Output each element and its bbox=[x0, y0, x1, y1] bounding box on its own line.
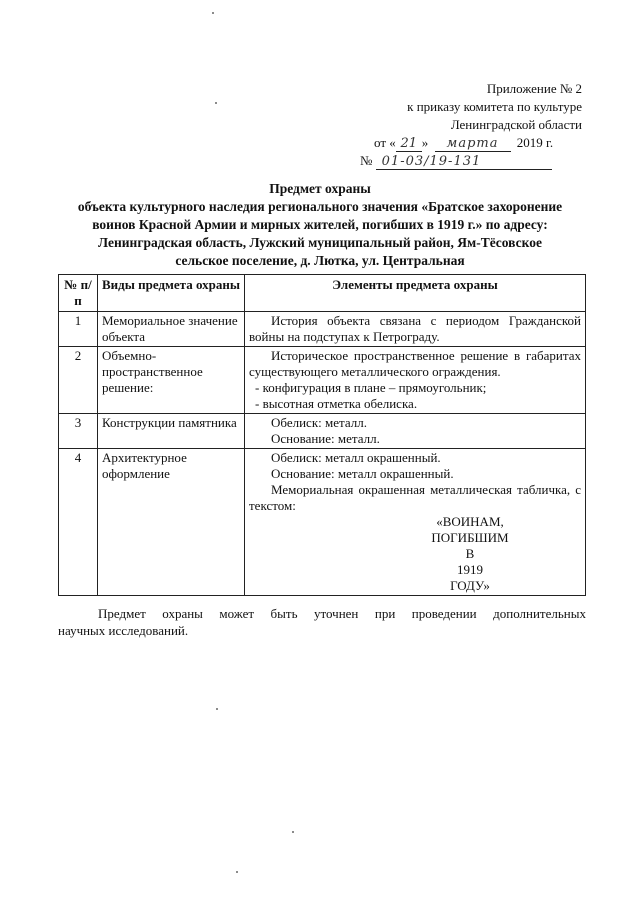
row-kind: Объемно-пространственное решение: bbox=[98, 347, 245, 414]
table-row bbox=[59, 347, 586, 414]
row-num: 1 bbox=[59, 312, 98, 347]
note-line-1: Предмет охраны может быть уточнен при проведении дополнительных bbox=[98, 606, 586, 621]
row-num: 4 bbox=[59, 449, 98, 596]
document-title bbox=[50, 180, 590, 270]
appendix-date: от « 21 » марта 2019 г. bbox=[374, 135, 554, 151]
note-line-2: научных исследований. bbox=[58, 623, 189, 638]
title-line-3: воинов Красной Армии и мирных жителей, погибших в 1919 г.» по адресу: bbox=[92, 217, 548, 232]
row-kind: Конструкции памятника bbox=[98, 414, 245, 449]
scan-speck bbox=[292, 831, 294, 833]
handwritten-number: 01-03/19-131 bbox=[376, 155, 552, 170]
row-elements: Обелиск: металл. Основание: металл. bbox=[245, 414, 586, 449]
table-header-row bbox=[59, 275, 586, 312]
row-num: 2 bbox=[59, 347, 98, 414]
scan-speck bbox=[212, 12, 214, 14]
appendix-number: № 01-03/19-131 bbox=[360, 152, 582, 170]
row-kind: Архитектурное оформление bbox=[98, 449, 245, 596]
handwritten-month: марта bbox=[435, 137, 511, 152]
row-kind: Мемориальное значение объекта bbox=[98, 312, 245, 347]
title-line-4: Ленинградская область, Лужский муниципальный район, Ям-Тёсовское bbox=[98, 235, 542, 250]
table-row bbox=[59, 449, 586, 596]
header-elements: Элементы предмета охраны bbox=[245, 275, 586, 312]
handwritten-day: 21 bbox=[396, 137, 422, 152]
row-elements: Историческое пространственное решение в габаритах существующего металлического ограждения. - конфигурация в плане – прямоугольник; - высотная отметка обелиска. bbox=[245, 347, 586, 414]
appendix-region: Ленинградской области bbox=[450, 117, 582, 132]
row-elements: История объекта связана с периодом Гражданской войны на подступах к Петрограду. bbox=[245, 312, 586, 347]
header-kind: Виды предмета охраны bbox=[98, 275, 245, 312]
table-row bbox=[59, 414, 586, 449]
table-row bbox=[59, 312, 586, 347]
header-num: № п/п bbox=[59, 275, 98, 312]
appendix-header bbox=[360, 80, 582, 170]
row-num: 3 bbox=[59, 414, 98, 449]
closing-note bbox=[58, 605, 586, 639]
scan-speck bbox=[216, 708, 218, 710]
appendix-title: Приложение № 2 bbox=[486, 81, 582, 96]
plaque-text: «ВОИНАМ, ПОГИБШИМ В 1919 ГОДУ» bbox=[431, 514, 509, 593]
row-elements: Обелиск: металл окрашенный. Основание: металл окрашенный. Мемориальная окрашенная металлическая табличка, с текстом: «ВОИНАМ, ПОГИБШИМ В 1919 ГОДУ» bbox=[245, 449, 586, 596]
title-line-1: Предмет охраны bbox=[269, 181, 371, 196]
scan-speck bbox=[236, 871, 238, 873]
title-line-5: сельское поселение, д. Лютка, ул. Центральная bbox=[175, 253, 465, 268]
appendix-order-ref: к приказу комитета по культуре bbox=[407, 99, 582, 114]
scan-speck bbox=[215, 102, 217, 104]
title-line-2: объекта культурного наследия регионального значения «Братское захоронение bbox=[77, 199, 563, 214]
protection-subject-table bbox=[58, 274, 586, 596]
